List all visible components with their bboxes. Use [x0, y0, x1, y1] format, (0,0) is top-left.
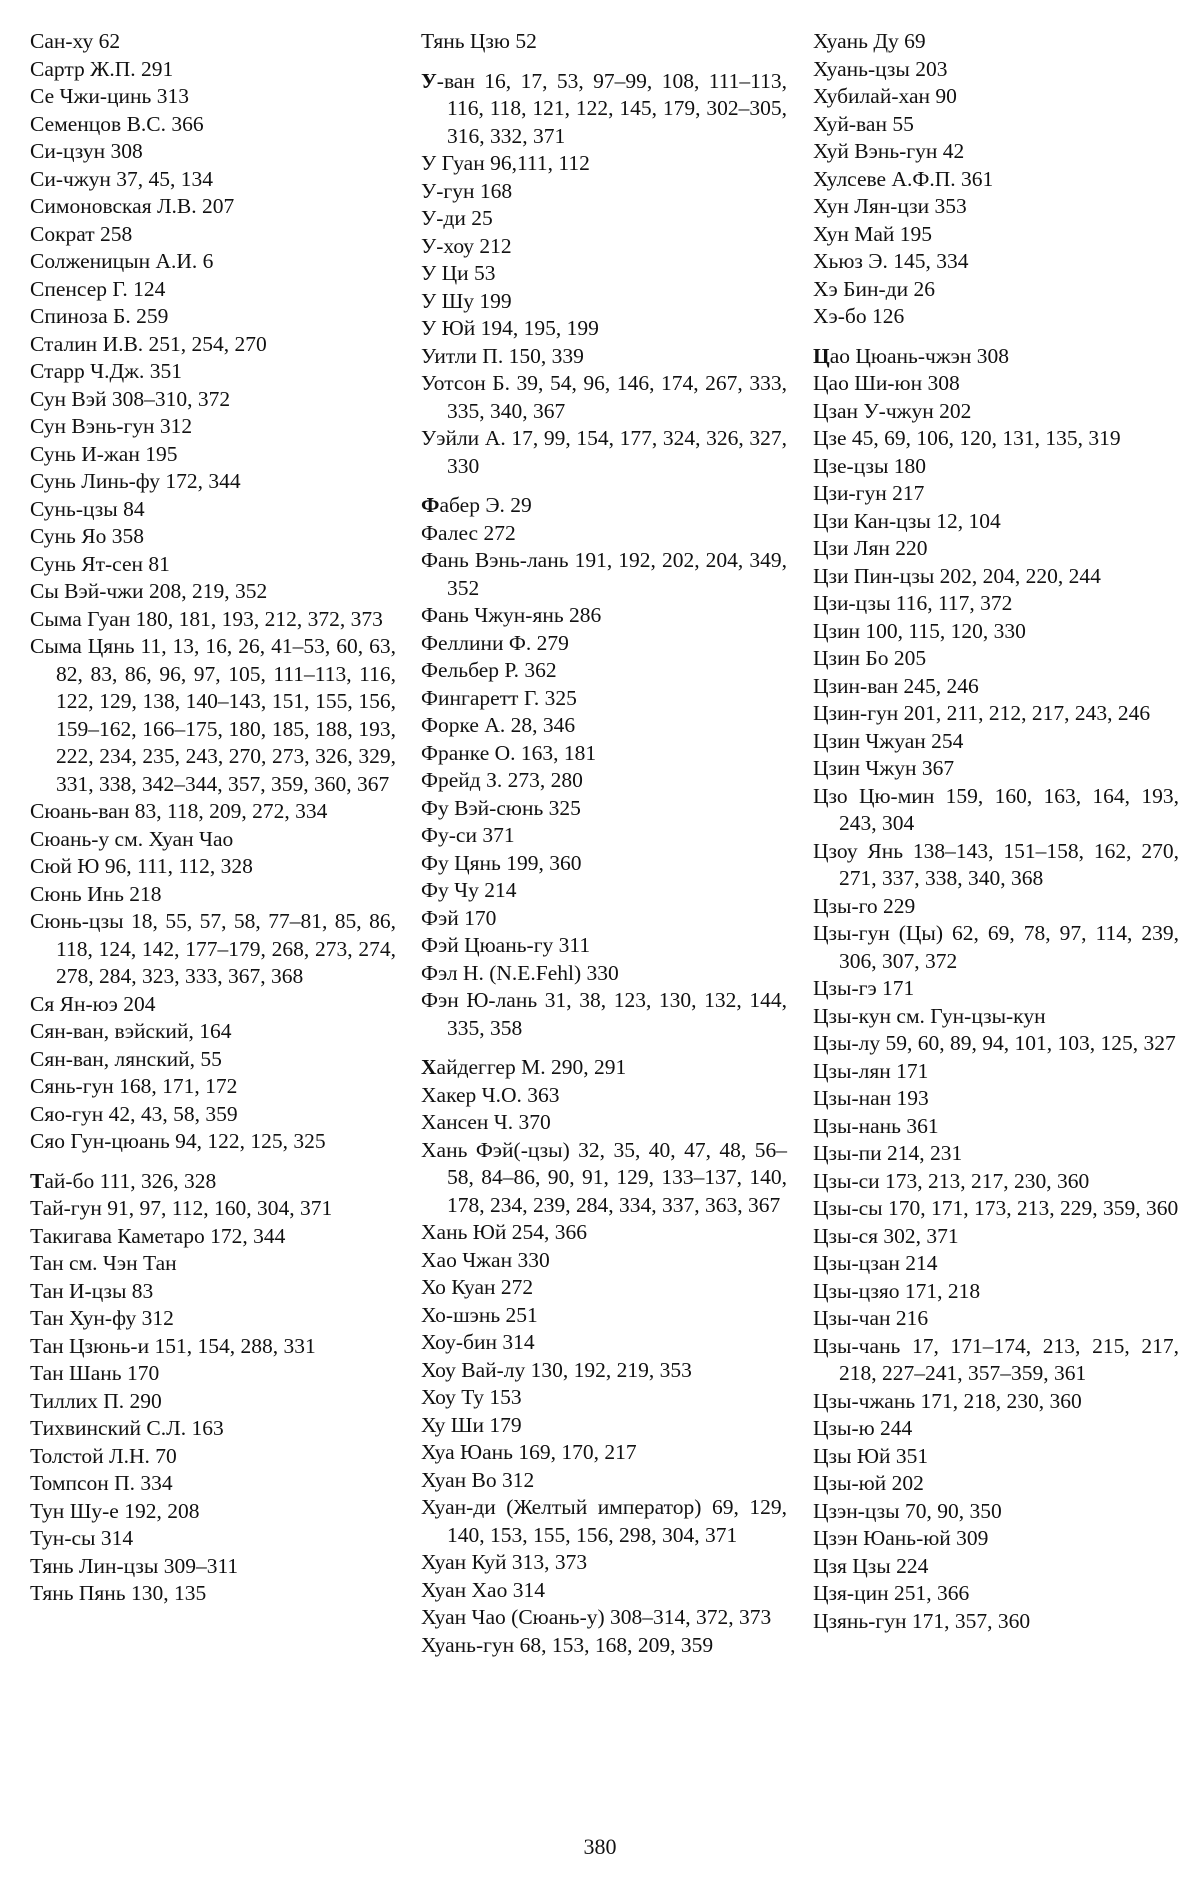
index-entry: Цзи Лян 220 [813, 536, 928, 560]
index-entry: Цзя Цзы 224 [813, 1553, 929, 1578]
index-entry: Фрейд З. 273, 280 [421, 768, 583, 792]
index-entry: Тан Шань 170 [30, 1361, 160, 1385]
index-entry [421, 68, 787, 151]
index-entry: Тихвинский С.Л. 163 [30, 1416, 224, 1440]
index-entry: Цзы Юй 351 [813, 1443, 929, 1468]
index-entry: Хуан Во 312 [421, 1467, 535, 1492]
index-entry: Фу-си 371 [421, 823, 515, 847]
index-entry: У-ди 25 [421, 206, 493, 230]
index-entry: Тянь Лин-цзы 309–311 [30, 1553, 239, 1578]
index-entry: Хуан Хао 314 [421, 1577, 545, 1602]
index-entry: Цзы-нан 193 [813, 1086, 929, 1110]
index-entry: Сунь Яо 358 [30, 524, 144, 548]
section-initial-letter: Ф [421, 493, 440, 517]
index-entry: Фань Чжун-янь 286 [421, 603, 602, 627]
index-entry: Хоу-бин 314 [421, 1330, 535, 1354]
index-entry: Тиллих П. 290 [30, 1388, 162, 1413]
index-entry-text: абер Э. 29 [439, 493, 532, 517]
index-entry: Форке А. 28, 346 [421, 713, 576, 737]
index-entry: Цзы-гун (Цы) 62, 69, 78, 97, 114, 239, 306, 307, 372 [813, 921, 1179, 973]
index-entry: Сократ 258 [30, 221, 133, 246]
index-entry: Сяо-гун 42, 43, 58, 359 [30, 1101, 238, 1126]
index-entry: Солженицын А.И. 6 [30, 249, 214, 273]
index-entry: Цзы-цзяо 171, 218 [813, 1278, 981, 1303]
index-entry: Хуань Ду 69 [813, 29, 926, 53]
index-entry: Хуань-гун 68, 153, 168, 209, 359 [421, 1632, 714, 1657]
index-entry: Цао Ши-юн 308 [813, 371, 960, 395]
index-entry: Цзы-кун см. Гун-цзы-кун [813, 1003, 1046, 1028]
index-entry: Цзянь-гун 171, 357, 360 [813, 1608, 1031, 1633]
index-entry: Уитли П. 150, 339 [421, 343, 584, 368]
index-entry-text: -ван 16, 17, 53, 97–99, 108, 111–113, 116, 118, 121, 122, 145, 179, 302–305, 316, 332, 371 [436, 68, 787, 148]
index-entry: Хуй-ван 55 [813, 111, 914, 136]
index-column-1 [30, 28, 396, 1608]
index-entry: У-гун 168 [421, 178, 513, 203]
index-entry: Сыма Цянь 11, 13, 16, 26, 41–53, 60, 63, 82, 83, 86, 96, 97, 105, 111–113, 116, 122, 129, 138, 140–143, 151, 155, 156, 159–162, 166–175, 180, 185, 188, 193, 222, 234, 235, 243, 270, 273, 326, 329, 331, 338, 342–344, 357, 359, 360, 367 [30, 634, 396, 796]
index-entry: Уэйли А. 17, 99, 154, 177, 324, 326, 327, 330 [421, 426, 787, 478]
index-entry: Фэл Н. (N.E.Fehl) 330 [421, 960, 619, 985]
index-entry: Хань Фэй(-цзы) 32, 35, 40, 47, 48, 56–58, 84–86, 90, 91, 129, 133–137, 140, 178, 234, 239, 284, 334, 337, 363, 367 [421, 1137, 787, 1217]
index-entry: Цзы-лян 171 [813, 1058, 929, 1083]
index-entry: Сы Вэй-чжи 208, 219, 352 [30, 579, 268, 603]
index-entry: Цзы-пи 214, 231 [813, 1141, 963, 1165]
index-entry: Сянь-гун 168, 171, 172 [30, 1074, 238, 1098]
index-entry [813, 343, 1179, 371]
index-entry: Цзы-гэ 171 [813, 976, 915, 1000]
index-entry: Цзы-чжань 171, 218, 230, 360 [813, 1388, 1082, 1413]
index-entry: Тай-гун 91, 97, 112, 160, 304, 371 [30, 1196, 333, 1220]
index-entry: Семенцов В.С. 366 [30, 111, 204, 136]
index-entry: Сыма Гуан 180, 181, 193, 212, 372, 373 [30, 606, 383, 631]
index-entry: Хун Май 195 [813, 221, 933, 246]
index-entry: Цзи-гун 217 [813, 481, 925, 505]
index-entry: Цзин Бо 205 [813, 646, 927, 670]
index-entry: Хубилай-хан 90 [813, 84, 957, 108]
index-entry: У Гуан 96,111, 112 [421, 151, 590, 175]
index-entry: Цзэн-цзы 70, 90, 350 [813, 1498, 1002, 1523]
index-entry: Си-цзун 308 [30, 139, 143, 163]
index-entry: Тянь Пянь 130, 135 [30, 1581, 207, 1605]
index-entry: Цзы-ся 302, 371 [813, 1223, 959, 1248]
index-entry: Сталин И.В. 251, 254, 270 [30, 331, 267, 356]
section-initial-letter: Т [30, 1168, 45, 1193]
index-entry: У Юй 194, 195, 199 [421, 316, 599, 340]
index-entry: Сюнь-цзы 18, 55, 57, 58, 77–81, 85, 86, 118, 124, 142, 177–179, 268, 273, 274, 278, 284, 323, 333, 367, 368 [30, 909, 396, 988]
index-entry: Хао Чжан 330 [421, 1247, 550, 1272]
index-entry-text: айдеггер М. 290, 291 [436, 1055, 627, 1079]
index-entry: Цзы-сы 170, 171, 173, 213, 229, 359, 360 [813, 1196, 1179, 1220]
index-entry: Хуа Юань 169, 170, 217 [421, 1440, 637, 1464]
index-entry: Феллини Ф. 279 [421, 630, 569, 655]
section-initial-letter: Х [421, 1055, 437, 1079]
index-entry: Цзя-цин 251, 366 [813, 1581, 970, 1605]
index-entry: Ся Ян-юэ 204 [30, 991, 156, 1016]
section-initial-letter: У [421, 68, 437, 93]
index-entry: Сан-ху 62 [30, 29, 121, 53]
index-entry: У-хоу 212 [421, 233, 512, 258]
index-entry: Хакер Ч.О. 363 [421, 1082, 560, 1107]
index-entry: Сун Вэй 308–310, 372 [30, 386, 231, 411]
index-entry: Цзы-чан 216 [813, 1306, 929, 1330]
index-entry: Цзо Цю-мин 159, 160, 163, 164, 193, 243, 304 [813, 783, 1179, 835]
index-entry: Цзы-юй 202 [813, 1471, 924, 1495]
index-entry: Се Чжи-цинь 313 [30, 84, 189, 108]
index-entry: Симоновская Л.В. 207 [30, 194, 235, 218]
index-entry: Цзи-цзы 116, 117, 372 [813, 591, 1013, 615]
index-entry: Сюань-ван 83, 118, 209, 272, 334 [30, 799, 328, 823]
index-entry: Хоу Ту 153 [421, 1385, 522, 1409]
index-entry: Цзин Чжуан 254 [813, 728, 964, 753]
index-entry: Ху Ши 179 [421, 1412, 522, 1437]
index-entry: Цзы-ю 244 [813, 1416, 913, 1440]
index-entry: Хэ-бо 126 [813, 304, 905, 328]
index-entry: У Шу 199 [421, 288, 512, 313]
index-entry: Хьюз Э. 145, 334 [813, 249, 969, 273]
index-entry: Хоу Вай-лу 130, 192, 219, 353 [421, 1357, 692, 1382]
index-entry: Томпсон П. 334 [30, 1471, 173, 1495]
index-entry: Спиноза Б. 259 [30, 304, 169, 328]
index-entry: Хулсеве А.Ф.П. 361 [813, 166, 994, 191]
index-entry: Цзе 45, 69, 106, 120, 131, 135, 319 [813, 426, 1121, 450]
index-entry: Фэн Ю-лань 31, 38, 123, 130, 132, 144, 335, 358 [421, 988, 787, 1040]
index-entry: Хэ Бин-ди 26 [813, 276, 935, 301]
index-entry: Хуан Куй 313, 373 [421, 1550, 588, 1574]
page-number: 380 [583, 1834, 617, 1859]
index-entry: Хо Куан 272 [421, 1275, 534, 1299]
index-entry: Тун-сы 314 [30, 1526, 134, 1550]
index-entry: Цзы-си 173, 213, 217, 230, 360 [813, 1168, 1090, 1193]
index-entry: Цзы-чань 17, 171–174, 213, 215, 217, 218, 227–241, 357–359, 361 [813, 1333, 1179, 1385]
section-initial-letter: Ц [813, 343, 830, 368]
index-entry: Цзоу Янь 138–143, 151–158, 162, 270, 271, 337, 338, 340, 368 [813, 838, 1179, 890]
index-entry-text: ай-бо 111, 326, 328 [44, 1168, 217, 1193]
index-entry: Сюнь Инь 218 [30, 881, 162, 906]
index-entry: Хансен Ч. 370 [421, 1110, 551, 1134]
index-entry: Хо-шэнь 251 [421, 1302, 538, 1327]
index-entry: Фу Чу 214 [421, 878, 517, 902]
index-column-2 [421, 28, 787, 1659]
index-entry: Сунь-цзы 84 [30, 496, 145, 521]
index-entry: Цзин 100, 115, 120, 330 [813, 618, 1026, 643]
index-entry: Сюань-у см. Хуан Чао [30, 826, 234, 851]
index-entry: Фэй 170 [421, 905, 497, 930]
index-entry: Цзэн Юань-юй 309 [813, 1526, 989, 1550]
index-entry: Цзи Пин-цзы 202, 204, 220, 244 [813, 563, 1101, 588]
index-entry: Сунь Ят-сен 81 [30, 551, 170, 576]
index-entry [421, 1054, 787, 1082]
index-entry: Хань Юй 254, 366 [421, 1220, 587, 1244]
index-entry: Старр Ч.Дж. 351 [30, 359, 183, 383]
index-entry: Цзи Кан-цзы 12, 104 [813, 508, 1001, 533]
index-entry: Хуан Чао (Сюань-у) 308–314, 372, 373 [421, 1605, 772, 1629]
index-entry: Тан Цзюнь-и 151, 154, 288, 331 [30, 1333, 316, 1358]
index-entry-text: ао Цюань-чжэн 308 [829, 343, 1010, 368]
index-entry: Сун Вэнь-гун 312 [30, 414, 193, 438]
index-entry: Тянь Цзю 52 [421, 29, 537, 53]
index-entry: Си-чжун 37, 45, 134 [30, 166, 214, 191]
index-entry: Цзы-го 229 [813, 893, 916, 918]
index-entry: Цзан У-чжун 202 [813, 398, 972, 423]
index-entry: Сартр Ж.П. 291 [30, 56, 174, 81]
index-entry: Цзы-нань 361 [813, 1113, 939, 1138]
index-entry: Хуань-цзы 203 [813, 56, 948, 81]
index-entry: Сяо Гун-цюань 94, 122, 125, 325 [30, 1129, 326, 1153]
index-entry: Фу Вэй-сюнь 325 [421, 795, 581, 820]
index-entry: Хуй Вэнь-гун 42 [813, 139, 965, 163]
index-entry: Сюй Ю 96, 111, 112, 328 [30, 854, 253, 878]
index-entry: Цзин-гун 201, 211, 212, 217, 243, 246 [813, 701, 1151, 725]
index-entry: Тан Хун-фу 312 [30, 1306, 174, 1330]
index-entry: Хуан-ди (Желтый император) 69, 129, 140, 153, 155, 156, 298, 304, 371 [421, 1495, 787, 1547]
index-entry: Фингаретт Г. 325 [421, 685, 577, 710]
index-entry [421, 492, 787, 520]
index-entry: Цзе-цзы 180 [813, 453, 927, 478]
index-entry: Тан И-цзы 83 [30, 1278, 154, 1303]
index-entry: Фалес 272 [421, 520, 516, 545]
index-entry: Цзин-ван 245, 246 [813, 673, 979, 698]
index-entry: Хун Лян-цзи 353 [813, 194, 967, 218]
index-entry: Толстой Л.Н. 70 [30, 1443, 177, 1468]
index-entry: Тун Шу-е 192, 208 [30, 1498, 200, 1523]
index-entry: У Ци 53 [421, 261, 496, 285]
index-entry: Сян-ван, вэйский, 164 [30, 1019, 232, 1043]
index-entry: Спенсер Г. 124 [30, 276, 166, 301]
index-entry: Такигава Каметаро 172, 344 [30, 1223, 286, 1248]
index-entry [30, 1168, 396, 1196]
index-entry: Цзы-лу 59, 60, 89, 94, 101, 103, 125, 327 [813, 1031, 1176, 1055]
index-entry: Фань Вэнь-лань 191, 192, 202, 204, 349, 352 [421, 548, 787, 600]
index-entry: Сян-ван, лянский, 55 [30, 1046, 222, 1071]
index-entry: Франке О. 163, 181 [421, 740, 597, 765]
index-entry: Цзин Чжун 367 [813, 756, 955, 780]
index-entry: Цзы-цзан 214 [813, 1251, 938, 1275]
index-entry: Сунь И-жан 195 [30, 441, 178, 466]
index-entry: Фу Цянь 199, 360 [421, 850, 582, 875]
index-entry: Сунь Линь-фу 172, 344 [30, 469, 241, 493]
index-entry: Фэй Цюань-гу 311 [421, 933, 591, 957]
index-entry: Тан см. Чэн Тан [30, 1251, 177, 1275]
index-column-3 [813, 28, 1179, 1635]
index-entry: Уотсон Б. 39, 54, 96, 146, 174, 267, 333, 335, 340, 367 [421, 371, 787, 423]
index-entry: Фельбер Р. 362 [421, 658, 557, 682]
